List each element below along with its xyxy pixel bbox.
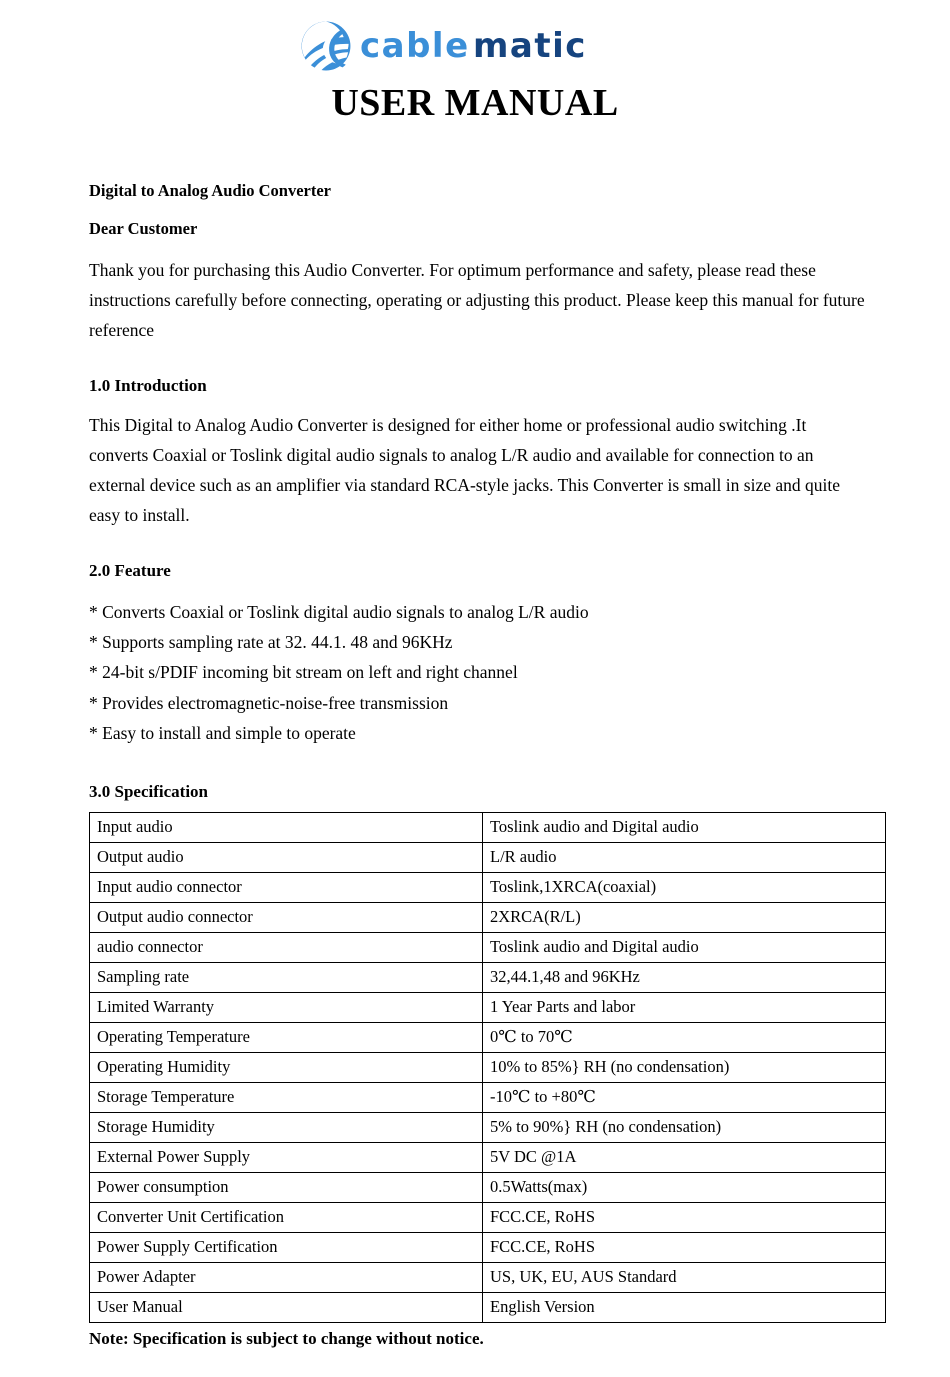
spec-value: 1 Year Parts and labor	[483, 993, 886, 1023]
spec-key: External Power Supply	[90, 1143, 483, 1173]
spec-key: Power Adapter	[90, 1263, 483, 1293]
spec-key: Output audio connector	[90, 903, 483, 933]
table-row	[90, 903, 886, 933]
spec-key: User Manual	[90, 1293, 483, 1323]
list-item: * Provides electromagnetic-noise-free transmission	[89, 692, 449, 713]
spec-value: 32,44.1,48 and 96KHz	[483, 963, 886, 993]
specification-note: Note: Specification is subject to change without notice.	[89, 1329, 484, 1349]
table-row	[90, 1263, 886, 1293]
list-item: * Easy to install and simple to operate	[89, 722, 356, 743]
table-row	[90, 1293, 886, 1323]
table-row	[90, 813, 886, 843]
spec-key: audio connector	[90, 933, 483, 963]
table-row	[90, 1113, 886, 1143]
table-row	[90, 1233, 886, 1263]
spec-value: Toslink audio and Digital audio	[483, 933, 886, 963]
spec-key: Storage Humidity	[90, 1113, 483, 1143]
spec-value: FCC.CE, RoHS	[483, 1203, 886, 1233]
spec-key: Sampling rate	[90, 963, 483, 993]
spec-value: Toslink audio and Digital audio	[483, 813, 886, 843]
section-heading-feature: 2.0 Feature	[89, 561, 171, 581]
spec-key: Converter Unit Certification	[90, 1203, 483, 1233]
spec-value: FCC.CE, RoHS	[483, 1233, 886, 1263]
cablematic-globe-icon	[300, 20, 352, 72]
table-row	[90, 873, 886, 903]
spec-value: 0℃ to 70℃	[483, 1023, 886, 1053]
spec-key: Input audio	[90, 813, 483, 843]
specification-table	[89, 812, 886, 1323]
spec-key: Output audio	[90, 843, 483, 873]
table-row	[90, 933, 886, 963]
table-row	[90, 1203, 886, 1233]
spec-value: L/R audio	[483, 843, 886, 873]
svg-text:matic: matic	[473, 26, 587, 66]
table-row	[90, 963, 886, 993]
list-item: * Supports sampling rate at 32. 44.1. 48 and 96KHz	[89, 631, 453, 652]
specification-table-body	[90, 813, 886, 1323]
spec-key: Limited Warranty	[90, 993, 483, 1023]
table-row	[90, 843, 886, 873]
spec-value: -10℃ to +80℃	[483, 1083, 886, 1113]
section-heading-specification: 3.0 Specification	[89, 782, 208, 802]
spec-key: Storage Temperature	[90, 1083, 483, 1113]
spec-value: 5% to 90%} RH (no condensation)	[483, 1113, 886, 1143]
salutation: Dear Customer	[89, 219, 198, 239]
table-row	[90, 1053, 886, 1083]
table-row	[90, 1173, 886, 1203]
spec-key: Operating Temperature	[90, 1023, 483, 1053]
spec-value: Toslink,1XRCA(coaxial)	[483, 873, 886, 903]
list-item: * Converts Coaxial or Toslink digital audio signals to analog L/R audio	[89, 601, 589, 622]
spec-key: Power Supply Certification	[90, 1233, 483, 1263]
table-row	[90, 993, 886, 1023]
spec-key: Power consumption	[90, 1173, 483, 1203]
spec-value: 10% to 85%} RH (no condensation)	[483, 1053, 886, 1083]
document-body	[84, 126, 866, 1350]
spec-value: 0.5Watts(max)	[483, 1173, 886, 1203]
table-row	[90, 1083, 886, 1113]
svg-text:cable: cable	[360, 26, 470, 66]
spec-value: English Version	[483, 1293, 886, 1323]
spec-key: Operating Humidity	[90, 1053, 483, 1083]
table-row	[90, 1143, 886, 1173]
feature-list	[89, 597, 866, 748]
product-heading: Digital to Analog Audio Converter	[89, 180, 331, 200]
spec-value: 5V DC @1A	[483, 1143, 886, 1173]
section-heading-introduction: 1.0 Introduction	[89, 375, 207, 395]
table-row	[90, 1023, 886, 1053]
intro-paragraph: Thank you for purchasing this Audio Converter. For optimum performance and safety, please read these instructions carefully before connecting, operating or adjusting this product. Please keep this manual for future reference	[89, 260, 865, 341]
cablematic-wordmark	[360, 24, 650, 68]
brand-logo	[0, 0, 950, 74]
list-item: * 24-bit s/PDIF incoming bit stream on left and right channel	[89, 662, 518, 683]
page-title: USER MANUAL	[331, 82, 619, 124]
spec-value: US, UK, EU, AUS Standard	[483, 1263, 886, 1293]
spec-key: Input audio connector	[90, 873, 483, 903]
spec-value: 2XRCA(R/L)	[483, 903, 886, 933]
section-body-introduction: This Digital to Analog Audio Converter is designed for either home or professional audio switching .It converts Coaxial or Toslink digital audio signals to analog L/R audio and available for connection to an external device such as an amplifier via standard RCA-style jacks. This Converter is small in size and quite easy to install.	[89, 414, 840, 526]
